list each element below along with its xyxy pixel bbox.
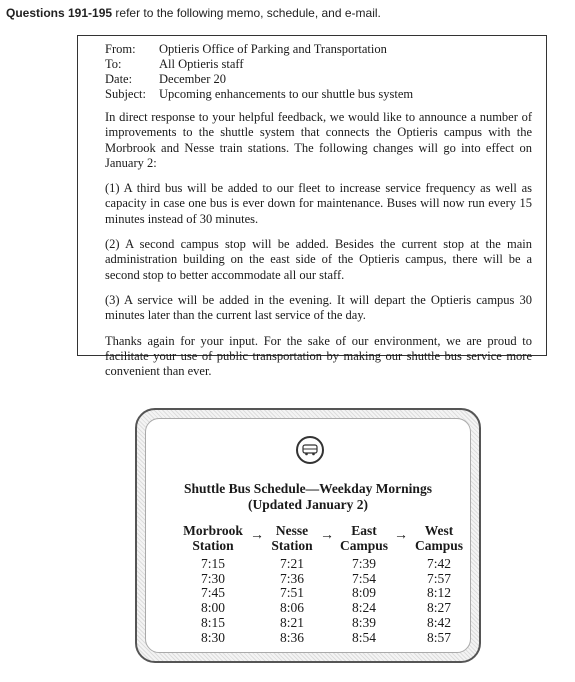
memo-date-label: Date: — [105, 72, 133, 86]
time-cell: 8:30 — [200, 629, 225, 645]
time-cell: 8:27 — [426, 600, 451, 616]
column-header — [266, 523, 318, 553]
time-cell: 7:30 — [200, 570, 225, 586]
schedule-title-line1: Shuttle Bus Schedule—Weekday Mornings — [184, 481, 432, 496]
time-cell: 8:09 — [351, 585, 376, 601]
time-cell: 8:24 — [351, 600, 376, 616]
memo-paragraph-closing: Thanks again for your input. For the sake of our environment, we are proud to facilitate your use of public transportation by making our shuttle bus service more convenient than ever. — [105, 333, 532, 379]
schedule-title — [146, 481, 470, 513]
column-header — [410, 523, 468, 553]
memo-paragraph-intro: In direct response to your helpful feedback, we would like to announce a number of improvements to the shuttle system that connects the Optieris campus with the Morbrook and Nesse train stations. The following changes will go into effect on January 2: — [105, 110, 532, 170]
memo-subject-value: Upcoming enhancements to our shuttle bus system — [159, 87, 414, 101]
time-cell: 7:39 — [351, 556, 376, 571]
schedule-table — [178, 523, 468, 645]
questions-range: Questions 191-195 — [6, 6, 113, 20]
time-cell: 8:06 — [279, 600, 304, 616]
memo-paragraph-3: (3) A service will be added in the evening. It will depart the Optieris campus 30 minutes later than the current last service of the day. — [105, 292, 532, 323]
memo-paragraph-1: (1) A third bus will be added to our fleet to increase service frequency as well as capacity in case one bus is ever down for maintenance. Buses will now run every 15 minutes instead of 30 minutes. — [105, 181, 532, 226]
questions-instruction: refer to the following memo, schedule, and e-mail. — [112, 6, 381, 20]
column-header-line1: Morbrook — [183, 523, 243, 538]
time-cell: 8:15 — [200, 614, 225, 630]
schedule-column-east-campus — [336, 523, 392, 645]
time-cell: 7:42 — [426, 556, 451, 571]
arrow-icon: → — [394, 528, 408, 543]
column-header-line2: Campus — [414, 538, 463, 553]
time-cell: 7:54 — [351, 570, 376, 586]
time-cell: 8:39 — [351, 614, 376, 630]
column-header-line1: East — [351, 523, 377, 538]
column-header-line1: Nesse — [275, 523, 309, 538]
memo-to-label: To: — [105, 57, 122, 71]
memo-to-value: All Optieris staff — [159, 57, 244, 71]
schedule-inner-panel — [145, 418, 471, 653]
arrow-icon: → — [250, 528, 264, 543]
arrow-icon: → — [320, 528, 334, 543]
time-cell: 7:51 — [279, 585, 304, 601]
schedule-title-line2: (Updated January 2) — [247, 497, 368, 512]
time-cell: 8:54 — [351, 629, 376, 645]
time-cell: 8:42 — [426, 614, 451, 630]
column-header — [178, 523, 248, 553]
time-cell: 8:36 — [279, 629, 304, 645]
schedule-column-morbrook — [178, 523, 248, 645]
bus-logo-icon — [296, 436, 324, 464]
questions-heading — [6, 6, 381, 20]
column-header-line2: Station — [192, 538, 234, 553]
column-header — [336, 523, 392, 553]
memo-paragraph-2: (2) A second campus stop will be added. Besides the current stop at the main administration building on the east side of the Optieris campus, there will be a second stop to better accommodate all our staff. — [105, 237, 532, 282]
shuttle-schedule-card — [135, 408, 481, 663]
schedule-column-west-campus — [410, 523, 468, 645]
time-cell: 8:57 — [426, 629, 451, 645]
memo-date-value: December 20 — [159, 72, 226, 86]
time-cell: 7:45 — [200, 585, 225, 601]
column-header-line2: Station — [271, 538, 313, 553]
time-cell: 8:21 — [279, 614, 304, 630]
schedule-column-nesse — [266, 523, 318, 645]
memo-subject-label: Subject: — [105, 87, 146, 101]
time-cell: 7:36 — [279, 570, 304, 586]
time-cell: 7:57 — [426, 570, 451, 586]
column-header-line2: Campus — [339, 538, 388, 553]
time-cell: 7:15 — [200, 556, 225, 571]
memo-from-value: Optieris Office of Parking and Transportation — [159, 42, 387, 56]
time-cell: 8:00 — [200, 600, 225, 616]
column-header-line1: West — [424, 523, 454, 538]
memo-header — [105, 42, 536, 102]
time-cell: 8:12 — [426, 585, 451, 601]
memo-from-label: From: — [105, 42, 136, 56]
time-cell: 7:21 — [279, 556, 304, 571]
memo-box — [77, 35, 547, 379]
